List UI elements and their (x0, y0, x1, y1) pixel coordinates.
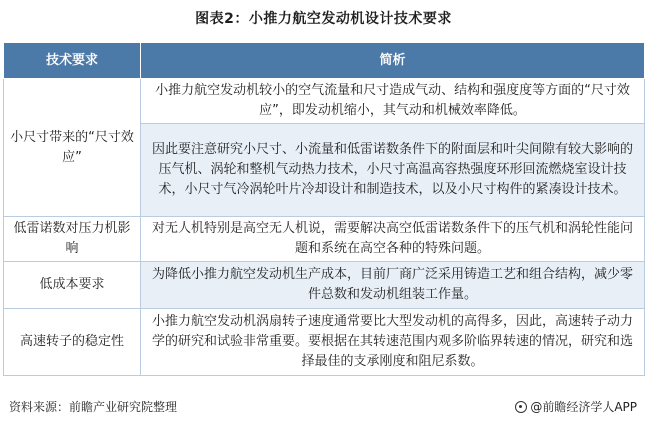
table-row (4, 262, 645, 309)
row-label-low-reynolds: 低雷诺数对压力机影响 (4, 217, 141, 262)
brand-logo-icon (515, 401, 527, 413)
brand-credit (515, 398, 637, 415)
row-text-size-effect-1: 小推力航空发动机较小的空气流量和尺寸造成气动、结构和强度度等方面的“尺寸效应”，即发动机缩小，其气动和机械效率降低。 (141, 79, 645, 124)
row-label-low-cost: 低成本要求 (4, 262, 141, 309)
row-label-size-effect: 小尺寸带来的“尺寸效应” (4, 79, 141, 217)
requirements-table (3, 42, 645, 376)
row-text-low-cost: 为降低小推力航空发动机生产成本，目前厂商广泛采用铸造工艺和组合结构，减少零件总数和发动机组装工作量。 (141, 262, 645, 309)
source-note: 资料来源：前瞻产业研究院整理 (9, 400, 178, 414)
header-analysis: 简析 (141, 43, 645, 79)
table-row (4, 217, 645, 262)
brand-text: @前瞻经济学人APP (530, 400, 637, 414)
row-label-rotor-stability: 高速转子的稳定性 (4, 309, 141, 376)
table-header-row (4, 43, 645, 79)
chart-title: 图表2：小推力航空发动机设计技术要求 (195, 11, 452, 27)
row-text-rotor-stability: 小推力航空发动机涡扇转子速度通常要比大型发动机的高得多，因此，高速转子动力学的研究和试验非常重要。要根据在其转速范围内观多阶临界转速的情况，研究和选择最佳的支承刚度和阻尼系数。 (141, 309, 645, 376)
row-text-size-effect-2: 因此要注意研究小尺寸、小流量和低雷诺数条件下的附面层和叶尖间隙有较大影响的压气机、涡轮和整机气动热力技术，小尺寸高温高容热强度环形回流燃烧室设计技术，小尺寸气冷涡轮叶片冷却设计和制造技术，以及小尺寸构件的紧凑设计技术。 (141, 124, 645, 217)
footer (0, 398, 647, 418)
table-row (4, 309, 645, 376)
header-requirement: 技术要求 (4, 43, 141, 79)
row-text-low-reynolds: 对无人机特别是高空无人机说，需要解决高空低雷诺数条件下的压气机和涡轮性能问题和系统在高空各种的特殊问题。 (141, 217, 645, 262)
table-row (4, 79, 645, 124)
